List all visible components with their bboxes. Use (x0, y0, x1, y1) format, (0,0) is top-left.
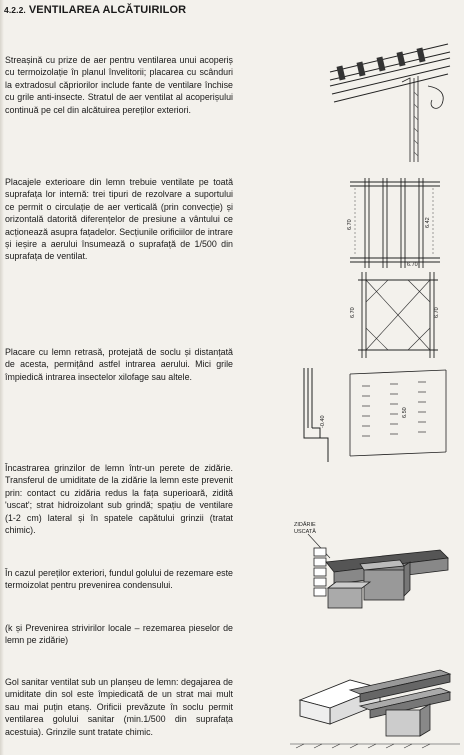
figure-diagonal-lattice (348, 272, 444, 358)
paragraph-beam-embedding: Încastrarea grinzilor de lemn într-un perete de zidărie. Transferul de umiditate de la zidărie la lemn este prevenit prin: contact cu zidăria redus la fața superioară, zidită 'uscat'; strat hidroizolant sub grindă; spațiu de ventilare (1-2 cm) lateral și în spatele capătului grinzii (tratat chimic). (5, 463, 233, 536)
dimension-label: 6.50 (402, 407, 408, 418)
scan-shadow (0, 0, 4, 755)
paragraph-recessed-cladding: Placare cu lemn retrasă, protejată de soclu și distanțată de acesta, permițând astfel intrarea aerului. Mici grile împiedică intrarea insectelor xilofage sau altele. (5, 347, 233, 382)
dimension-label: 6.70 (347, 219, 353, 230)
paragraph-local-crushing: (k și Prevenirea strivirilor locale – rezemarea pieselor de lemn pe zidărie) (5, 623, 233, 646)
paragraph-exterior-walls: În cazul pereților exteriori, fundul golului de rezemare este termoizolat pentru prevenirea condensului. (5, 568, 233, 591)
dimension-label: 6.42 (425, 217, 431, 228)
paragraph-sanitary-void: Gol sanitar ventilat sub un planșeu de lemn: degajarea de umiditate din sol este împiedicată de un strat mai mult sau mai puțin etanș. Orificii prevăzute în soclu permit ventilarea golului sanitar (min.1/500 din suprafața acestuia). Grinzile sunt tratate chimic. (5, 677, 233, 737)
paragraph-exterior-cladding: Placajele exterioare din lemn trebuie ventilate pe toată suprafața lor internă: trei tipuri de rezolvare a suportului ce permit o circulație de aer verticală (prin convecție) și orizontală datorită diferențelor de presiune a vântului ce acționează asupra fațadelor. Secțiunile orificiilor de intrare și ieșire a aerului însumează o suprafață de 1/500 din suprafața de ventilat. (5, 177, 233, 262)
figure-roof-eave (328, 42, 454, 162)
figure-beam-masonry (290, 518, 460, 618)
figure-vertical-battens (345, 178, 445, 268)
dimension-label: 6.70 (434, 307, 440, 318)
dimension-label: 6.70 (407, 262, 418, 268)
section-heading (4, 4, 186, 16)
paragraph-roof-eaves: Streașină cu prize de aer pentru ventilarea unui acoperiș cu termoizolație în planul învelitorii; placarea cu scânduri la extradosul căpriorilor include fante de ventilare închise cu grile anti-insecte. Stratul de aer ventilat al acoperișului continuă pe cel din alcătuirea pereților exteriori. (5, 55, 233, 115)
section-number: 4.2.2. (4, 5, 26, 15)
section-title: VENTILAREA ALCĂTUIRILOR (28, 4, 187, 16)
dimension-label: 6.70 (350, 307, 356, 318)
beam-label-line1: ZIDĂRIE (294, 522, 316, 528)
figure-sanitary-void (290, 660, 460, 755)
figure-recessed-cladding (300, 366, 450, 466)
soclu-label: -0.40 (320, 415, 326, 428)
beam-label-line2: USCATĂ (294, 529, 316, 535)
